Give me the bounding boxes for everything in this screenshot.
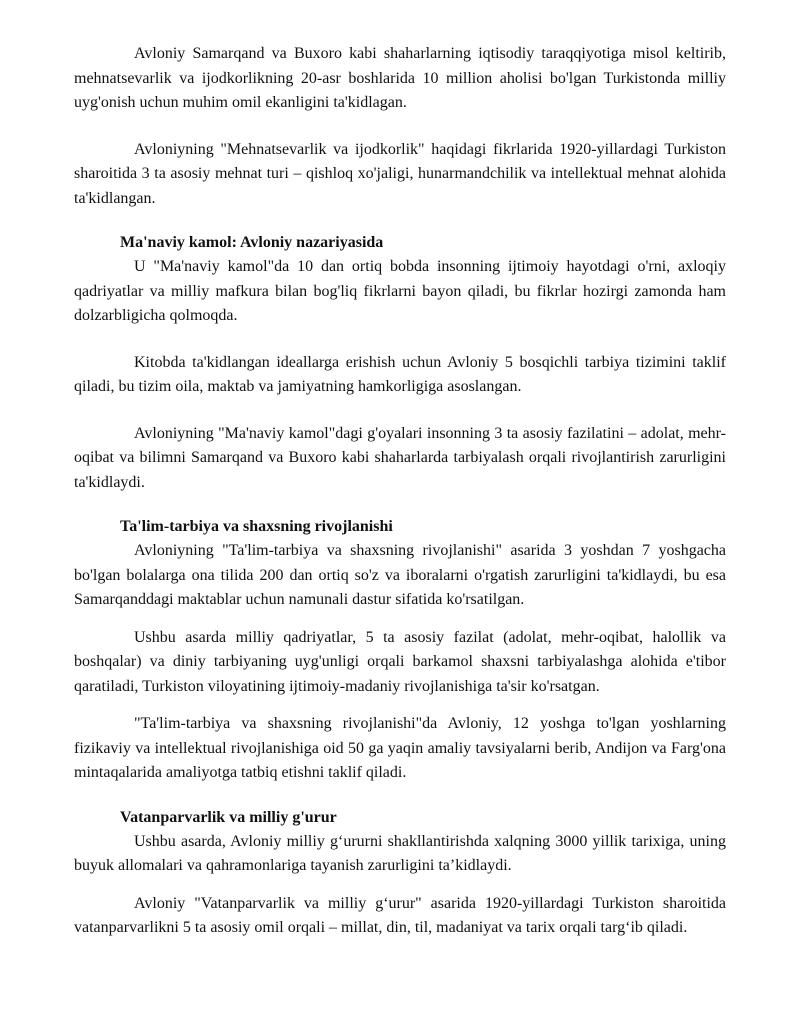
paragraph: Ushbu asarda milliy qadriyatlar, 5 ta asosiy fazilat (adolat, mehr-oqibat, halollik va boshqalar) va diniy tarbiyaning uyg'unligi orqali barkamol shaxsni tarbiyalashga alohida e'tibor qaratiladi, Turkiston viloyatining ijtimoiy-madaniy rivojlanishiga ta'sir ko'rsatgan. (74, 628, 726, 695)
paragraph: Avloniyning "Ma'naviy kamol"dagi g'oyalari insonning 3 ta asosiy fazilatini – adolat, mehr-oqibat va bilimni Samarqand va Buxoro kabi shaharlarda tarbiyalash orqali rivojlantirish zarurligini ta'kidlaydi. (74, 424, 726, 491)
paragraph: Avloniyning "Mehnatsevarlik va ijodkorlik" haqidagi fikrlarida 1920-yillardagi Turkiston sharoitida 3 ta asosiy mehnat turi – qishloq xo'jaligi, hunarmandchilik va intellektual mehnat alohida ta'kidlangan. (74, 140, 726, 207)
paragraph: Avloniy "Vatanparvarlik va milliy g‘urur" asarida 1920-yillardagi Turkiston sharoitida vatanparvarlikni 5 ta asosiy omil orqali – millat, din, til, madaniyat va tarix orqali targ‘ib qiladi. (74, 894, 726, 936)
paragraph: Ushbu asarda, Avloniy milliy g‘ururni shakllantirishda xalqning 3000 yillik tarixiga, uning buyuk allomalari va qahramonlariga tayanish zarurligini ta’kidlaydi. (74, 832, 726, 874)
paragraph: Kitobda ta'kidlangan ideallarga erishish uchun Avloniy 5 bosqichli tarbiya tizimini taklif qiladi, bu tizim oila, maktab va jamiyatning hamkorligiga asoslangan. (74, 353, 726, 395)
paragraph: Avloniyning "Ta'lim-tarbiya va shaxsning rivojlanishi" asarida 3 yoshdan 7 yoshgacha bo'lgan bolalarga ona tilida 200 dan ortiq so'z va iboralarni o'rgatish zarurligini ta'kidlaydi, bu esa Samarqanddagi maktablar uchun namunali dastur sifatida ko'rsatilgan. (74, 542, 726, 608)
paragraph: U "Ma'naviy kamol"da 10 dan ortiq bobda insonning ijtimoiy hayotdagi o'rni, axloqiy qadriyatlar va milliy mafkura bilan bog'liq fikrlarni bayon qiladi, bu fikrlar hozirgi zamonda ham dolzarbligicha qolmoqda. (74, 258, 726, 324)
section-heading: Vatanparvarlik va milliy g'urur (120, 808, 337, 826)
paragraph: "Ta'lim-tarbiya va shaxsning rivojlanishi"da Avloniy, 12 yoshga to'lgan yoshlarning fizikaviy va intellektual rivojlanishiga oid 50 ga yaqin amaliy tavsiyalarni berib, Andijon va Farg'ona mintaqalarida amaliyotga tatbiq etishni taklif qiladi. (74, 715, 726, 781)
paragraph: Avloniy Samarqand va Buxoro kabi shaharlarning iqtisodiy taraqqiyotiga misol keltirib, mehnatsevarlik va ijodkorlikning 20-asr boshlarida 10 million aholisi bo'lgan Turkistonda milliy uyg'onish uchun muhim omil ekanligini ta'kidlagan. (74, 45, 726, 111)
section-heading: Ta'lim-tarbiya va shaxsning rivojlanishi (120, 518, 393, 535)
section-heading: Ma'naviy kamol: Avloniy nazariyasida (120, 234, 384, 251)
